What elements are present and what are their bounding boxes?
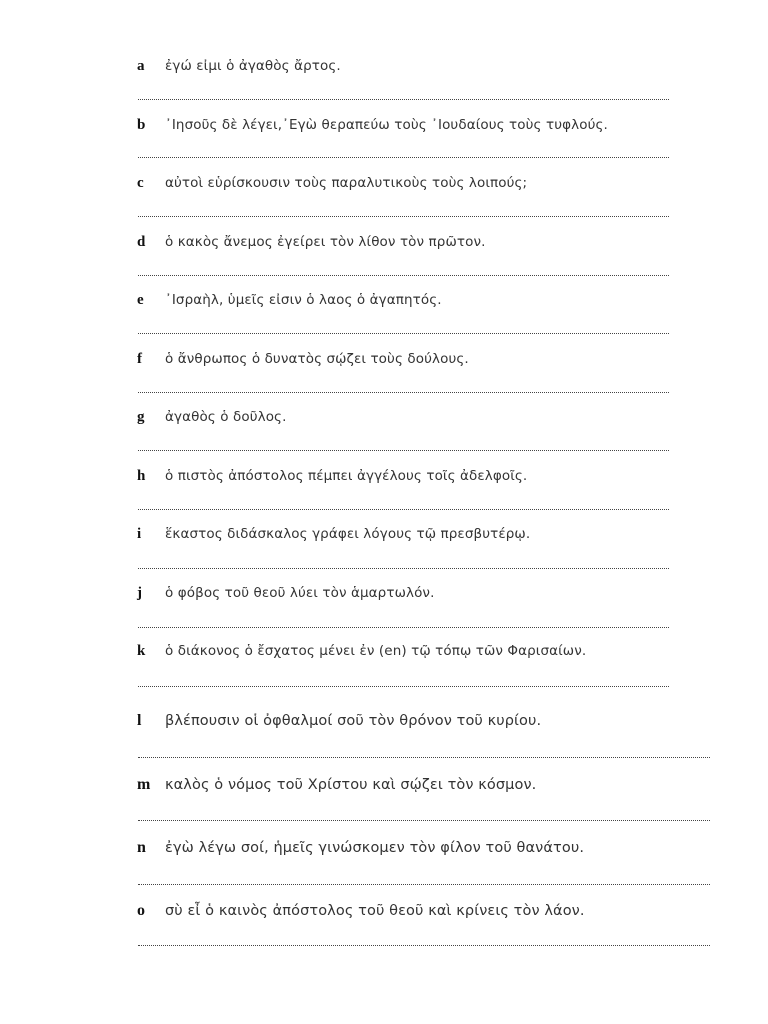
exercise-letter: n (137, 839, 146, 856)
answer-line[interactable] (138, 275, 669, 276)
exercise-letter: b (137, 117, 146, 133)
exercise-sentence: ᾽Ιησοῦς δὲ λέγει,᾽Εγὼ θεραπεύω τοὺς ᾽Ιουδαίους τοὺς τυφλούς. (165, 117, 608, 133)
exercise-letter: i (137, 526, 142, 542)
answer-line[interactable] (138, 945, 710, 946)
exercise-sentence: ἀγαθὸς ὁ δοῦλος. (165, 409, 287, 425)
exercise-sentence: ἐγὼ λέγω σοί, ἡμεῖς γινώσκομεν τὸν φίλον τοῦ θανάτου. (165, 840, 585, 856)
exercise-sentence: ἕκαστος διδάσκαλος γράφει λόγους τῷ πρεσβυτέρῳ. (165, 526, 531, 542)
answer-line[interactable] (138, 216, 669, 217)
answer-line[interactable] (138, 157, 669, 158)
exercise-letter: h (137, 468, 146, 484)
answer-line[interactable] (138, 686, 669, 687)
exercise-sentence: ὁ φόβος τοῦ θεοῦ λύει τὸν ἁμαρτωλόν. (165, 585, 435, 601)
exercise-sentence: βλέπουσιν οἱ ὀφθαλμοί σοῦ τὸν θρόνον τοῦ κυρίου. (165, 713, 542, 729)
answer-line[interactable] (138, 99, 669, 100)
exercise-sentence: ὁ διάκονος ὁ ἔσχατος μένει ἐν (en) τῷ τόπῳ τῶν Φαρισαίων. (165, 643, 587, 659)
exercise-letter: e (137, 292, 144, 308)
exercise-letter: g (137, 409, 145, 425)
answer-line[interactable] (138, 450, 669, 451)
exercise-letter: j (137, 585, 142, 601)
exercise-letter: o (137, 902, 145, 919)
exercise-sentence: ἐγώ εἰμι ὁ ἀγαθὸς ἄρτος. (165, 58, 341, 74)
exercise-sentence: ᾽Ισραὴλ, ὑμεῖς εἰσιν ὁ λαος ὁ ἀγαπητός. (165, 292, 442, 308)
exercise-sentence: σὺ εἶ ὁ καινὸς ἀπόστολος τοῦ θεοῦ καὶ κρίνεις τὸν λάον. (165, 903, 585, 919)
exercise-letter: d (137, 234, 146, 250)
exercise-letter: a (137, 58, 145, 74)
answer-line[interactable] (138, 757, 710, 758)
exercise-letter: c (137, 175, 144, 191)
answer-line[interactable] (138, 392, 669, 393)
exercise-letter: m (137, 776, 151, 793)
exercise-letter: l (137, 712, 142, 729)
exercise-sentence: αὐτοὶ εὑρίσκουσιν τοὺς παραλυτικοὺς τοὺς λοιπούς; (165, 175, 528, 191)
exercise-letter: k (137, 643, 146, 659)
exercise-sentence: καλὸς ὁ νόμος τοῦ Χρίστου καὶ σῴζει τὸν κόσμον. (165, 777, 537, 793)
answer-line[interactable] (138, 627, 669, 628)
exercise-letter: f (137, 351, 142, 367)
answer-line[interactable] (138, 884, 710, 885)
answer-line[interactable] (138, 568, 669, 569)
exercise-sentence: ὁ κακὸς ἄνεμος ἐγείρει τὸν λίθον τὸν πρῶτον. (165, 234, 486, 250)
exercise-sentence: ὁ πιστὸς ἀπόστολος πέμπει ἀγγέλους τοῖς ἀδελφοῖς. (165, 468, 528, 484)
answer-line[interactable] (138, 333, 669, 334)
answer-line[interactable] (138, 820, 710, 821)
exercise-sentence: ὁ ἄνθρωπος ὁ δυνατὸς σῴζει τοὺς δούλους. (165, 351, 469, 367)
answer-line[interactable] (138, 509, 669, 510)
